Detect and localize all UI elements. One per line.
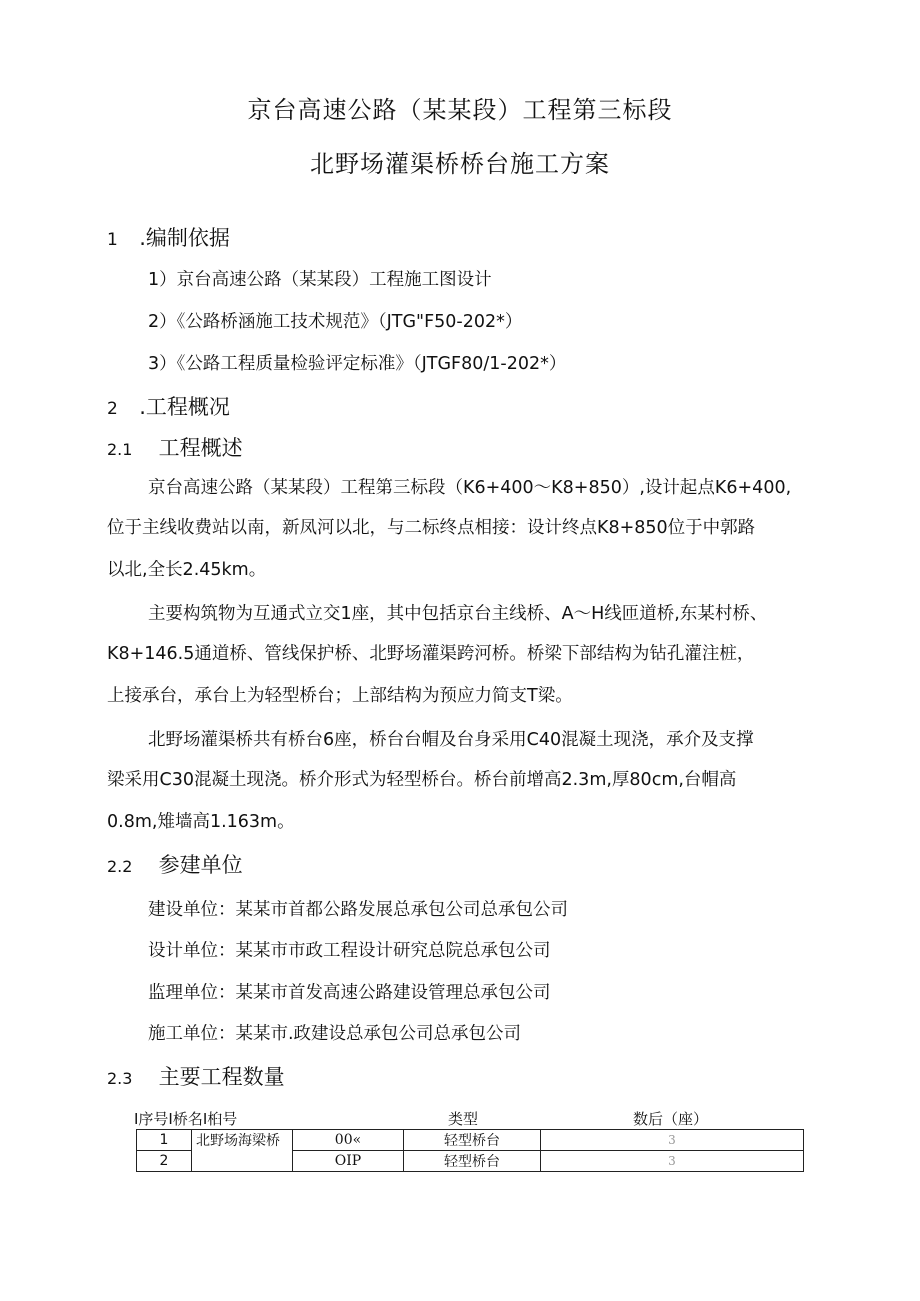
paragraph-line: 上接承台，承台上为轻型桥台；上部结构为预应力简支T梁。 (107, 686, 573, 706)
reference-item: 2）《公路桥涵施工技术规范》（JTG"F50-202*） (148, 312, 523, 332)
table-header-left: I序号I桥名I桕号 (134, 1110, 238, 1128)
bridge-type: 轻型桥台 (404, 1151, 541, 1172)
subsection-title: 参建单位 (158, 853, 243, 877)
paragraph-line: 北野场灌渠桥共有桥台6座，桥台台帽及台身采用C40混凝土现浇，承介及支撑 (148, 730, 754, 750)
participant-unit: 监理单位：某某市首发高速公路建设管理总承包公司 (148, 983, 551, 1003)
document-title-line1: 京台高速公路（某某段）工程第三标段 (247, 96, 673, 124)
document-title-line2: 北野场灌渠桥桥台施工方案 (310, 150, 610, 178)
participant-unit: 施工单位：某某市.政建设总承包公司总承包公司 (148, 1024, 522, 1044)
reference-item: 1）京台高速公路（某某段）工程施工图设计 (148, 270, 492, 290)
participant-unit: 建设单位：某某市首都公路发展总承包公司总承包公司 (148, 900, 568, 920)
count-value: 3 (541, 1130, 804, 1151)
subsection-title: 工程概述 (158, 436, 243, 460)
section-1-heading (107, 222, 230, 252)
pier-number: OIP (293, 1151, 404, 1172)
count-value: 3 (541, 1151, 804, 1172)
paragraph-line: 0.8m,雉墙高1.163m。 (107, 812, 295, 832)
pier-number: 00« (293, 1130, 404, 1151)
subsection-number: 2.3 (107, 1069, 133, 1088)
section-1-title: .编制依据 (139, 226, 230, 250)
section-2-number: 2 (107, 399, 118, 419)
participant-unit: 设计单位：某某市市政工程设计研究总院总承包公司 (148, 941, 551, 961)
paragraph-line: 主要构筑物为互通式立交1座，其中包括京台主线桥、A～H线匝道桥,东某村桥、 (148, 604, 768, 624)
section-1-number: 1 (107, 230, 118, 250)
section-2-heading (107, 391, 230, 421)
subsection-number: 2.2 (107, 857, 133, 876)
paragraph-line: 以北,全长2.45km。 (107, 560, 267, 580)
paragraph-line: 位于主线收费站以南，新凤河以北，与二标终点相接：设计终点K8+850位于中郭路 (107, 518, 756, 538)
subsection-2-1-heading (107, 432, 243, 462)
table-header-type: 类型 (448, 1110, 479, 1128)
reference-item: 3）《公路工程质量检验评定标准》（JTGF80/1-202*） (148, 354, 567, 374)
row-number: 1 (137, 1130, 192, 1151)
subsection-title: 主要工程数量 (158, 1065, 285, 1089)
bridge-type: 轻型桥台 (404, 1130, 541, 1151)
quantity-table (136, 1129, 804, 1172)
row-number: 2 (137, 1151, 192, 1172)
table-header-count: 数后（座） (633, 1110, 709, 1128)
paragraph-line: 京台高速公路（某某段）工程第三标段（K6+400～K8+850）,设计起点K6+400, (148, 478, 792, 498)
subsection-2-2-heading (107, 849, 243, 879)
subsection-number: 2.1 (107, 440, 133, 459)
section-2-title: .工程概况 (139, 395, 230, 419)
table-row (137, 1130, 804, 1151)
paragraph-line: 梁采用C30混凝土现浇。桥介形式为轻型桥台。桥台前增高2.3m,厚80cm,台帽高 (107, 770, 737, 790)
paragraph-line: K8+146.5通道桥、管线保护桥、北野场灌渠跨河桥。桥梁下部结构为钻孔灌注桩， (107, 644, 755, 664)
subsection-2-3-heading (107, 1061, 285, 1091)
bridge-name: 北野场海梁桥 (192, 1130, 293, 1172)
